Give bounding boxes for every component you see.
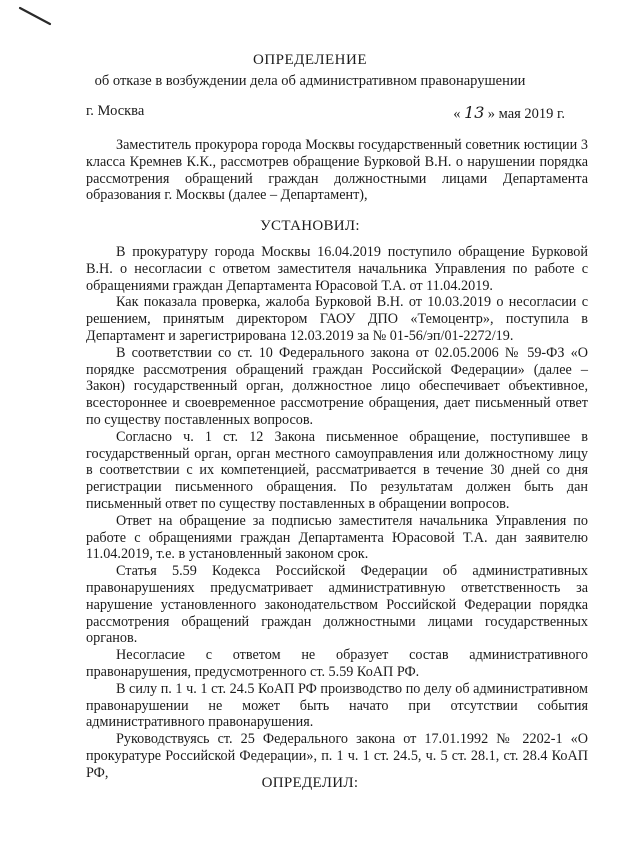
document-subtitle: об отказе в возбуждении дела об административном правонарушении	[94, 73, 526, 89]
paragraph: Как показала проверка, жалоба Бурковой В.Н. от 10.03.2019 о несогласии с решением, принятым директором ГАОУ ДПО «Темоцентр», поступила в Департамент и зарегистрирована 12.03.2019 за № 01-56/эп/01-2272/19.	[86, 294, 588, 344]
body-paragraphs	[86, 244, 588, 782]
date-day-handwritten: 13	[464, 103, 485, 122]
paragraph: Статья 5.59 Кодекса Российской Федерации об административных правонарушениях предусматривает административную ответственность за нарушение установленного законодательством Российской Федерации порядка рассмотрения обращений граждан должностными лицами государственных органов.	[86, 563, 588, 647]
paragraph: В силу п. 1 ч. 1 ст. 24.5 КоАП РФ производство по делу об административном правонарушении не может быть начато при отсутствии события административного правонарушения.	[86, 680, 588, 731]
heading-decided: ОПРЕДЕЛИЛ:	[261, 775, 359, 791]
place-of-issue: г. Москва	[86, 103, 145, 119]
paragraph: В прокуратуру города Москвы 16.04.2019 поступило обращение Бурковой В.Н. о несогласии с ответом заместителя начальника Управления по работе с обращениями граждан Департамента Юрасовой Т.А. от 11.04.2019.	[86, 244, 588, 294]
document-date	[453, 103, 565, 123]
intro-text: Заместитель прокурора города Москвы государственный советник юстиции 3 класса Кремнев К.К., рассмотрев обращение Бурковой В.Н. о нарушении порядка рассмотрения обращений граждан должностными лицами Департамента образования г. Москвы (далее – Департамент),	[86, 137, 588, 204]
document-title: ОПРЕДЕЛЕНИЕ	[252, 52, 368, 68]
handwritten-mark-icon	[16, 4, 56, 28]
paragraph: Согласно ч. 1 ст. 12 Закона письменное обращение, поступившее в государственный орган, орган местного самоуправления или должностному лицу в соответствии с их компетенцией, рассматривается в течение 30 дней со дня регистрации письменного обращения. По результатам должен быть дан письменный ответ по существу поставленных в обращении вопросов.	[86, 428, 588, 512]
paragraph: Руководствуясь ст. 25 Федерального закона от 17.01.1992 № 2202-1 «О прокуратуре Российской Федерации», п. 1 ч. 1 ст. 24.5, ч. 5 ст. 28.1, ст. 28.4 КоАП РФ,	[86, 731, 588, 781]
intro-paragraph	[86, 137, 588, 204]
date-month-year: » мая 2019 г.	[487, 106, 565, 122]
paragraph: Ответ на обращение за подписью заместителя начальника Управления по работе с обращениями граждан Департамента Юрасовой Т.А. дан заявителю 11.04.2019, т.е. в установленный законом срок.	[86, 512, 588, 563]
date-open-quote: «	[453, 106, 461, 122]
paragraph: Несогласие с ответом не образует состав административного правонарушения, предусмотренного ст. 5.59 КоАП РФ.	[86, 647, 588, 680]
paragraph: В соответствии со ст. 10 Федерального закона от 02.05.2006 № 59-ФЗ «О порядке рассмотрения обращений граждан Российской Федерации» (далее – Закон) государственный орган, должностное лицо обеспечивает объективное, всестороннее и своевременное рассмотрение обращения, дает письменный ответ по существу поставленных вопросов.	[86, 344, 588, 428]
heading-established: УСТАНОВИЛ:	[260, 218, 360, 234]
